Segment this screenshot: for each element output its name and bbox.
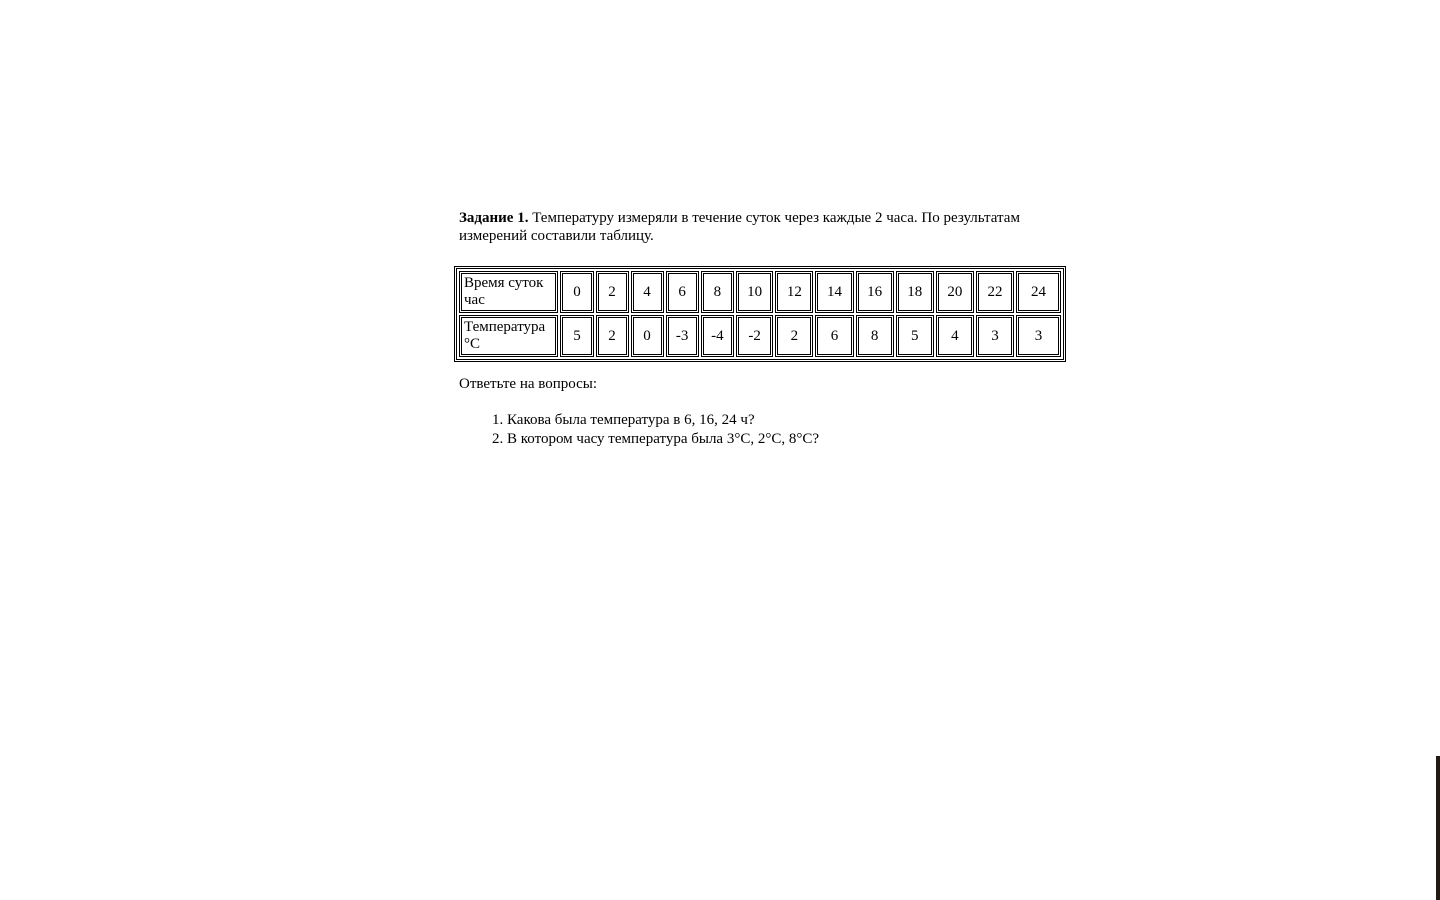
table-cell: -2 — [736, 315, 773, 357]
table-cell: 10 — [736, 271, 773, 313]
table-cell: 2 — [775, 315, 813, 357]
questions-list — [459, 411, 819, 449]
table-cell: -3 — [666, 315, 699, 357]
temperature-header-cell: Температура °С — [459, 315, 558, 357]
table-cell: 4 — [936, 315, 974, 357]
table-cell: 18 — [896, 271, 934, 313]
table-cell: 22 — [976, 271, 1014, 313]
table-cell: 4 — [631, 271, 664, 313]
table-cell: 5 — [896, 315, 934, 357]
table-row-time — [459, 271, 1061, 313]
table-row-temperature — [459, 315, 1061, 357]
table-cell: 0 — [560, 271, 593, 313]
list-item: 1. Какова была температура в 6, 16, 24 ч? — [507, 411, 819, 430]
table-cell: 5 — [560, 315, 593, 357]
task-text: Температуру измеряли в течение суток через каждые 2 часа. По результатам измерений составили таблицу. — [459, 210, 1020, 244]
table-cell: 2 — [596, 271, 629, 313]
task-paragraph — [459, 209, 1071, 245]
questions-title: Ответьте на вопросы: — [459, 376, 598, 392]
scrollbar-edge[interactable] — [1436, 756, 1440, 900]
time-header-cell: Время суток час — [459, 271, 558, 313]
table-cell: 16 — [856, 271, 894, 313]
table-cell: 8 — [856, 315, 894, 357]
table-cell: 20 — [936, 271, 974, 313]
table-cell: 6 — [666, 271, 699, 313]
table-cell: 2 — [596, 315, 629, 357]
table-cell: 24 — [1016, 271, 1061, 313]
table-cell: 3 — [1016, 315, 1061, 357]
table-cell: 0 — [631, 315, 664, 357]
table-cell: 3 — [976, 315, 1014, 357]
table-cell: -4 — [701, 315, 734, 357]
document-body — [459, 209, 1071, 447]
list-item: 2. В котором часу температура была 3°С, 2°С, 8°С? — [507, 430, 819, 449]
table-cell: 14 — [815, 271, 853, 313]
temperature-table — [454, 266, 1066, 362]
task-label: Задание 1. — [459, 210, 529, 226]
table-cell: 12 — [775, 271, 813, 313]
table-cell: 6 — [815, 315, 853, 357]
table-cell: 8 — [701, 271, 734, 313]
